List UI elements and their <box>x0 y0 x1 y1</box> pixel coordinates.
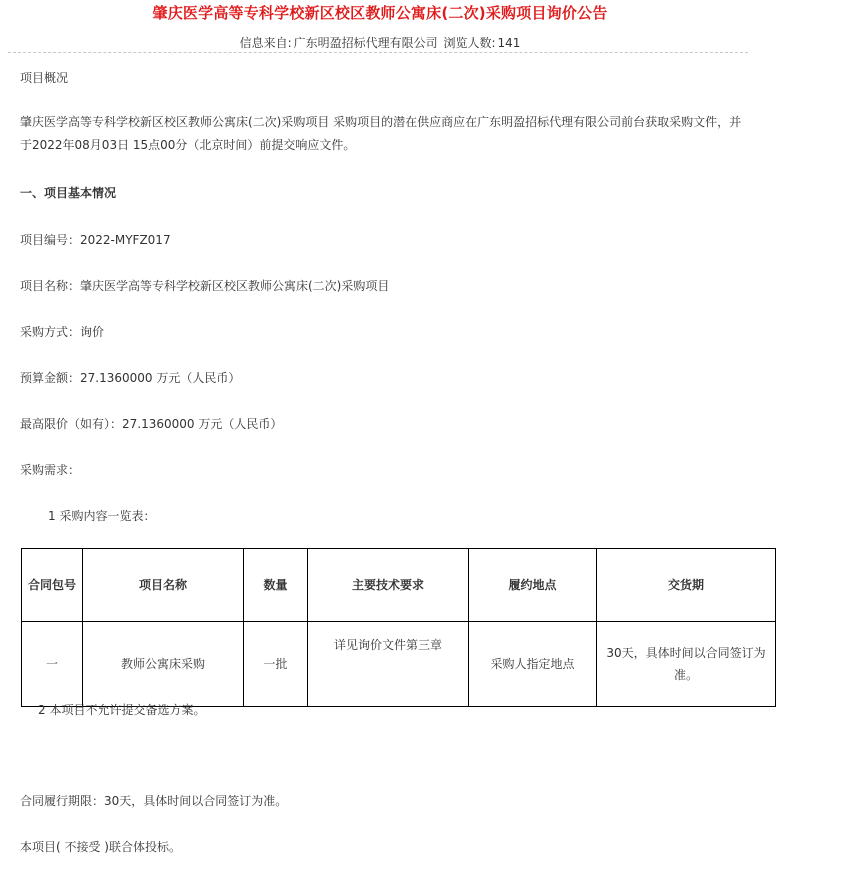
section-heading-basic-info: 一、项目基本情况 <box>20 186 117 200</box>
field-max-price: 最高限价（如有）：27.1360000 万元（人民币） <box>20 417 283 431</box>
overview-paragraph: 肇庆医学高等专科学校新区校区教师公寓床(二次)采购项目 采购项目的潜在供应商应在广东明盈招标代理有限公司前台获取采购文件，并于2022年08月03日 15点00分（北京时间）前提交响应文件。 <box>20 115 742 152</box>
table-cell: 教师公寓床采购 <box>83 622 244 707</box>
page-title: 肇庆医学高等专科学校新区校区教师公寓床(二次)采购项目询价公告 <box>152 4 608 22</box>
table-header-cell: 主要技术要求 <box>308 549 469 622</box>
contract-period: 合同履行期限：30天，具体时间以合同签订为准。 <box>20 794 288 808</box>
views-count: 141 <box>497 36 521 50</box>
title-divider <box>8 52 748 53</box>
table-cell: 一 <box>22 622 83 707</box>
field-project-name: 项目名称：肇庆医学高等专科学校新区校区教师公寓床(二次)采购项目 <box>20 279 390 293</box>
table-header-cell: 履约地点 <box>469 549 597 622</box>
table-header-cell: 项目名称 <box>83 549 244 622</box>
table-header-row <box>22 549 776 622</box>
procurement-table <box>21 548 776 707</box>
table-header-cell: 交货期 <box>597 549 776 622</box>
consortium-statement: 本项目( 不接受 )联合体投标。 <box>20 840 181 854</box>
field-procurement-demand: 采购需求： <box>20 463 81 477</box>
source-label: 信息来自: <box>239 36 292 50</box>
article-meta <box>0 34 760 51</box>
table-cell: 30天，具体时间以合同签订为准。 <box>597 622 776 707</box>
table-cell: 一批 <box>244 622 308 707</box>
table-header-cell: 合同包号 <box>22 549 83 622</box>
table-cell: 详见询价文件第三章 <box>308 622 469 707</box>
field-project-number: 项目编号：2022-MYFZ017 <box>20 233 171 247</box>
field-procurement-method: 采购方式：询价 <box>20 325 105 339</box>
note-no-alternatives: 2 本项目不允许提交备选方案。 <box>38 703 206 717</box>
field-budget: 预算金额：27.1360000 万元（人民币） <box>20 371 241 385</box>
table-cell: 采购人指定地点 <box>469 622 597 707</box>
overview-heading: 项目概况 <box>20 71 69 85</box>
views-label: 浏览人数: <box>443 36 496 50</box>
table-header-cell: 数量 <box>244 549 308 622</box>
source-value: 广东明盈招标代理有限公司 <box>293 36 438 50</box>
content-list-title: 1 采购内容一览表： <box>48 509 156 523</box>
table-row <box>22 622 776 707</box>
